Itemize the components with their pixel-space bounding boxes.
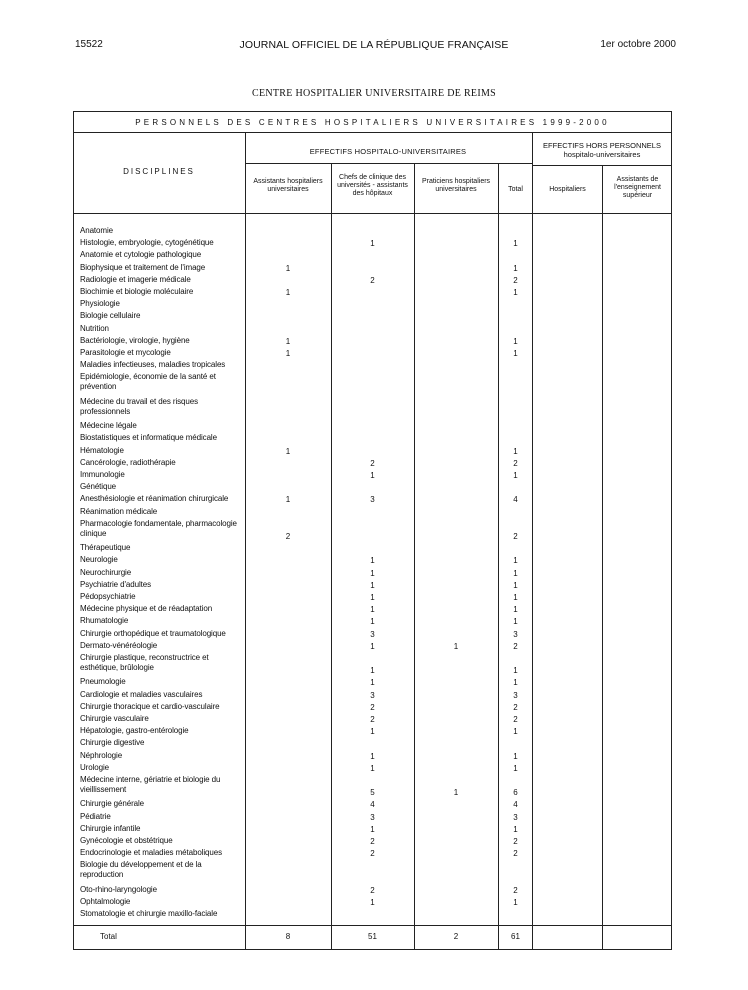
value-cell: 1 xyxy=(370,605,375,615)
discipline-text: Réanimation médicale xyxy=(80,506,158,516)
discipline-label xyxy=(80,629,238,639)
discipline-text: Hépatologie, gastro-entérologie xyxy=(80,726,189,736)
value-cell: 2 xyxy=(370,837,375,846)
discipline-label xyxy=(80,775,238,795)
col-rule xyxy=(414,163,415,950)
value-cell: 1 xyxy=(370,666,375,676)
value-cell: 1 xyxy=(513,666,518,676)
value-cell: 3 xyxy=(370,629,375,639)
total-label: Total xyxy=(100,932,117,941)
document-caption: CENTRE HOSPITALIER UNIVERSITAIRE DE REIMS xyxy=(251,88,497,99)
journal-title: JOURNAL OFFICIEL DE LA RÉPUBLIQUE FRANÇAISE xyxy=(239,39,509,51)
value-cell: 2 xyxy=(513,885,518,895)
discipline-label xyxy=(80,507,238,517)
value-cell: 3 xyxy=(513,629,518,639)
value-cell: 2 xyxy=(370,702,375,712)
value-cell: 1 xyxy=(370,824,375,834)
discipline-label xyxy=(80,848,238,858)
discipline-label xyxy=(80,714,238,724)
value-cell: 1 xyxy=(453,788,459,798)
value-cell: 2 xyxy=(513,837,518,846)
discipline-text: Génétique xyxy=(80,482,117,492)
value-cell: 6 xyxy=(513,788,518,798)
value-cell: 4 xyxy=(513,495,518,505)
discipline-label xyxy=(80,519,238,539)
discipline-text: Psychiatrie d'adultes xyxy=(80,579,152,589)
value-cell: 1 xyxy=(370,763,375,773)
value-cell: 3 xyxy=(370,690,375,700)
discipline-text: Parasitologie et mycologie xyxy=(80,348,171,357)
value-cell: 1 xyxy=(370,580,375,590)
discipline-text: Anatomie et cytologie pathologique xyxy=(80,250,202,260)
col-header-chefs-clinique: Chefs de clinique des universités - assistants des hôpitaux xyxy=(337,174,408,197)
discipline-label xyxy=(80,275,238,285)
discipline-label xyxy=(80,812,238,822)
discipline-text: Thérapeutique xyxy=(80,543,131,553)
discipline-text: Radiologie et imagerie médicale xyxy=(80,274,191,284)
col-header-praticiens: Praticiens hospitaliers universitaires xyxy=(421,178,491,193)
value-cell: 2 xyxy=(513,641,518,651)
discipline-text: Biostatistiques et informatique médicale xyxy=(80,433,217,443)
value-cell: 1 xyxy=(513,617,518,627)
discipline-label xyxy=(80,909,238,919)
discipline-text: Gynécologie et obstétrique xyxy=(80,836,173,845)
discipline-label xyxy=(80,397,238,417)
discipline-label xyxy=(80,433,238,443)
value-cell: 1 xyxy=(370,568,375,578)
discipline-text: Chirurgie infantile xyxy=(80,823,141,833)
discipline-label xyxy=(80,458,238,468)
discipline-text: Maladies infectieuses, maladies tropicales xyxy=(80,360,226,370)
value-cell: 1 xyxy=(513,471,518,480)
discipline-label xyxy=(80,592,238,602)
value-cell: 2 xyxy=(370,715,375,724)
value-cell: 1 xyxy=(513,727,518,737)
discipline-text: Cardiologie et maladies vasculaires xyxy=(80,689,203,699)
discipline-text: Epidémiologie, économie de la santé et prévention xyxy=(80,372,216,392)
discipline-label xyxy=(80,690,238,700)
value-cell: 2 xyxy=(370,849,375,859)
group-hu-rule xyxy=(245,163,532,164)
title-rule xyxy=(73,132,672,133)
discipline-text: Chirurgie orthopédique et traumatologique xyxy=(80,628,226,638)
value-cell: 4 xyxy=(370,800,375,810)
value-cell: 1 xyxy=(370,556,375,566)
discipline-text: Nutrition xyxy=(80,323,109,333)
discipline-label xyxy=(80,470,238,480)
discipline-label xyxy=(80,446,238,456)
discipline-label xyxy=(80,250,238,260)
discipline-text: Pédopsychiatrie xyxy=(80,592,136,601)
disciplines-header: DISCIPLINES xyxy=(123,167,195,176)
col-rule xyxy=(602,165,603,950)
total-total: 61 xyxy=(511,932,520,941)
discipline-label xyxy=(80,751,238,761)
discipline-text: Dermato-vénéréologie xyxy=(80,640,158,650)
value-cell: 1 xyxy=(370,239,375,249)
discipline-label xyxy=(80,360,238,370)
discipline-label xyxy=(80,336,238,346)
discipline-text: Biochimie et biologie moléculaire xyxy=(80,287,194,296)
col-rule xyxy=(245,132,246,950)
value-cell: 1 xyxy=(370,471,375,480)
discipline-text: Urologie xyxy=(80,762,109,772)
discipline-label xyxy=(80,885,238,895)
discipline-text: Néphrologie xyxy=(80,750,123,760)
discipline-label xyxy=(80,238,238,248)
col-header-hospitaliers: Hospitaliers xyxy=(549,186,586,193)
value-cell: 3 xyxy=(513,812,518,822)
discipline-text: Bactériologie, virologie, hygiène xyxy=(80,335,190,345)
value-cell: 2 xyxy=(513,275,518,285)
discipline-text: Anatomie xyxy=(80,226,113,235)
discipline-label xyxy=(80,653,238,673)
page-number: 15522 xyxy=(75,39,103,50)
discipline-text: Médecine interne, gériatrie et biologie du vieillissement xyxy=(80,775,221,794)
discipline-label xyxy=(80,311,238,321)
discipline-text: Chirurgie thoracique et cardio-vasculaire xyxy=(80,701,220,711)
value-cell: 1 xyxy=(513,568,518,578)
discipline-label xyxy=(80,580,238,590)
value-cell: 1 xyxy=(285,495,291,505)
discipline-label xyxy=(80,836,238,846)
discipline-label xyxy=(80,348,238,358)
discipline-label xyxy=(80,897,238,907)
value-cell: 2 xyxy=(513,715,518,724)
discipline-text: Biophysique et traitement de l'image xyxy=(80,262,206,272)
discipline-label xyxy=(80,677,238,687)
value-cell: 1 xyxy=(513,239,518,249)
publication-date: 1er octobre 2000 xyxy=(600,39,676,50)
value-cell: 1 xyxy=(513,678,518,688)
discipline-label xyxy=(80,263,238,273)
discipline-label xyxy=(80,702,238,712)
value-cell: 1 xyxy=(513,556,518,566)
value-cell: 1 xyxy=(285,446,291,456)
discipline-label xyxy=(80,421,238,431)
value-cell: 1 xyxy=(513,824,518,834)
discipline-text: Cancérologie, radiothérapie xyxy=(80,457,176,467)
table-title: PERSONNELS DES CENTRES HOSPITALIERS UNIVERSITAIRES 1999-2000 xyxy=(135,118,610,127)
discipline-label xyxy=(80,726,238,736)
discipline-text: Biologie cellulaire xyxy=(80,311,141,321)
total-assistants-hu: 8 xyxy=(285,932,291,941)
discipline-label xyxy=(80,616,238,626)
discipline-text: Chirurgie plastique, reconstructrice et esthétique, brûlologie xyxy=(80,653,209,672)
value-cell: 5 xyxy=(370,788,375,798)
discipline-text: Neurologie xyxy=(80,555,118,565)
discipline-label xyxy=(80,226,238,236)
group-header-hu: EFFECTIFS HOSPITALO-UNIVERSITAIRES xyxy=(309,147,467,156)
value-cell: 1 xyxy=(370,678,375,688)
discipline-text: Physiologie xyxy=(80,299,120,309)
discipline-label xyxy=(80,555,238,565)
discipline-text: Pédiatrie xyxy=(80,811,111,821)
value-cell: 1 xyxy=(285,336,291,346)
value-cell: 1 xyxy=(285,349,291,358)
discipline-label xyxy=(80,604,238,614)
header-rule xyxy=(73,213,672,214)
discipline-label xyxy=(80,543,238,553)
value-cell: 3 xyxy=(370,812,375,822)
value-cell: 1 xyxy=(370,751,375,761)
value-cell: 1 xyxy=(513,263,518,273)
discipline-text: Chirurgie générale xyxy=(80,799,145,809)
col-rule xyxy=(532,132,533,950)
value-cell: 2 xyxy=(370,458,375,468)
discipline-text: Chirurgie digestive xyxy=(80,738,145,748)
discipline-label xyxy=(80,641,238,651)
value-cell: 2 xyxy=(513,849,518,859)
discipline-label xyxy=(80,763,238,773)
discipline-label xyxy=(80,287,238,297)
discipline-text: Rhumatologie xyxy=(80,616,129,626)
value-cell: 2 xyxy=(513,702,518,712)
discipline-label xyxy=(80,799,238,809)
value-cell: 1 xyxy=(513,898,518,907)
value-cell: 1 xyxy=(370,727,375,737)
value-cell: 1 xyxy=(513,580,518,590)
value-cell: 1 xyxy=(513,288,518,297)
value-cell: 1 xyxy=(513,605,518,615)
value-cell: 1 xyxy=(513,751,518,761)
discipline-text: Oto-rhino-laryngologie xyxy=(80,884,157,894)
value-cell: 1 xyxy=(513,593,518,602)
discipline-text: Médecine physique et de réadaptation xyxy=(80,604,213,614)
col-header-assistants-hu: Assistants hospitaliers universitaires xyxy=(253,178,323,193)
discipline-text: Biologie du développement et de la reproduction xyxy=(80,860,202,880)
value-cell: 1 xyxy=(513,763,518,773)
discipline-label xyxy=(80,824,238,834)
value-cell: 3 xyxy=(370,495,375,505)
discipline-text: Ophtalmologie xyxy=(80,897,131,906)
group-header-hors: EFFECTIFS HORS PERSONNELS hospitalo-universitaires xyxy=(543,141,661,159)
discipline-text: Chirurgie vasculaire xyxy=(80,714,149,723)
value-cell: 2 xyxy=(285,532,291,541)
discipline-text: Pneumologie xyxy=(80,677,126,687)
discipline-text: Stomatologie et chirurgie maxillo-faciale xyxy=(80,909,218,919)
total-chefs-clinique: 51 xyxy=(368,932,377,941)
discipline-text: Histologie, embryologie, cytogénétique xyxy=(80,238,214,248)
value-cell: 2 xyxy=(370,275,375,285)
discipline-text: Hématologie xyxy=(80,445,124,455)
discipline-label xyxy=(80,482,238,492)
discipline-text: Médecine du travail et des risques professionnels xyxy=(80,396,198,416)
discipline-label xyxy=(80,738,238,748)
value-cell: 1 xyxy=(370,898,375,907)
value-cell: 1 xyxy=(285,288,291,297)
discipline-label xyxy=(80,324,238,334)
discipline-text: Pharmacologie fondamentale, pharmacologie clinique xyxy=(80,518,237,538)
discipline-label xyxy=(80,568,238,578)
total-rule xyxy=(73,925,672,926)
value-cell: 1 xyxy=(513,446,518,456)
value-cell: 2 xyxy=(513,532,518,541)
discipline-text: Médecine légale xyxy=(80,421,137,431)
value-cell: 1 xyxy=(453,641,459,651)
col-header-total: Total xyxy=(508,186,523,193)
discipline-label xyxy=(80,860,238,880)
discipline-text: Anesthésiologie et réanimation chirurgicale xyxy=(80,494,229,504)
value-cell: 1 xyxy=(285,263,291,273)
value-cell: 4 xyxy=(513,800,518,810)
value-cell: 1 xyxy=(370,617,375,627)
discipline-text: Neurochirurgie xyxy=(80,567,132,577)
discipline-label xyxy=(80,299,238,309)
discipline-label xyxy=(80,494,238,504)
value-cell: 2 xyxy=(370,885,375,895)
value-cell: 1 xyxy=(370,593,375,602)
value-cell: 1 xyxy=(513,349,518,358)
value-cell: 2 xyxy=(513,458,518,468)
value-cell: 1 xyxy=(513,336,518,346)
value-cell: 3 xyxy=(513,690,518,700)
col-header-assistants-es: Assistants de l'enseignement supérieur xyxy=(614,176,661,199)
value-cell: 1 xyxy=(370,641,375,651)
discipline-label xyxy=(80,372,238,392)
col-rule xyxy=(331,163,332,950)
discipline-text: Immunologie xyxy=(80,470,125,479)
total-praticiens: 2 xyxy=(453,932,459,941)
discipline-text: Endocrinologie et maladies métaboliques xyxy=(80,848,222,858)
